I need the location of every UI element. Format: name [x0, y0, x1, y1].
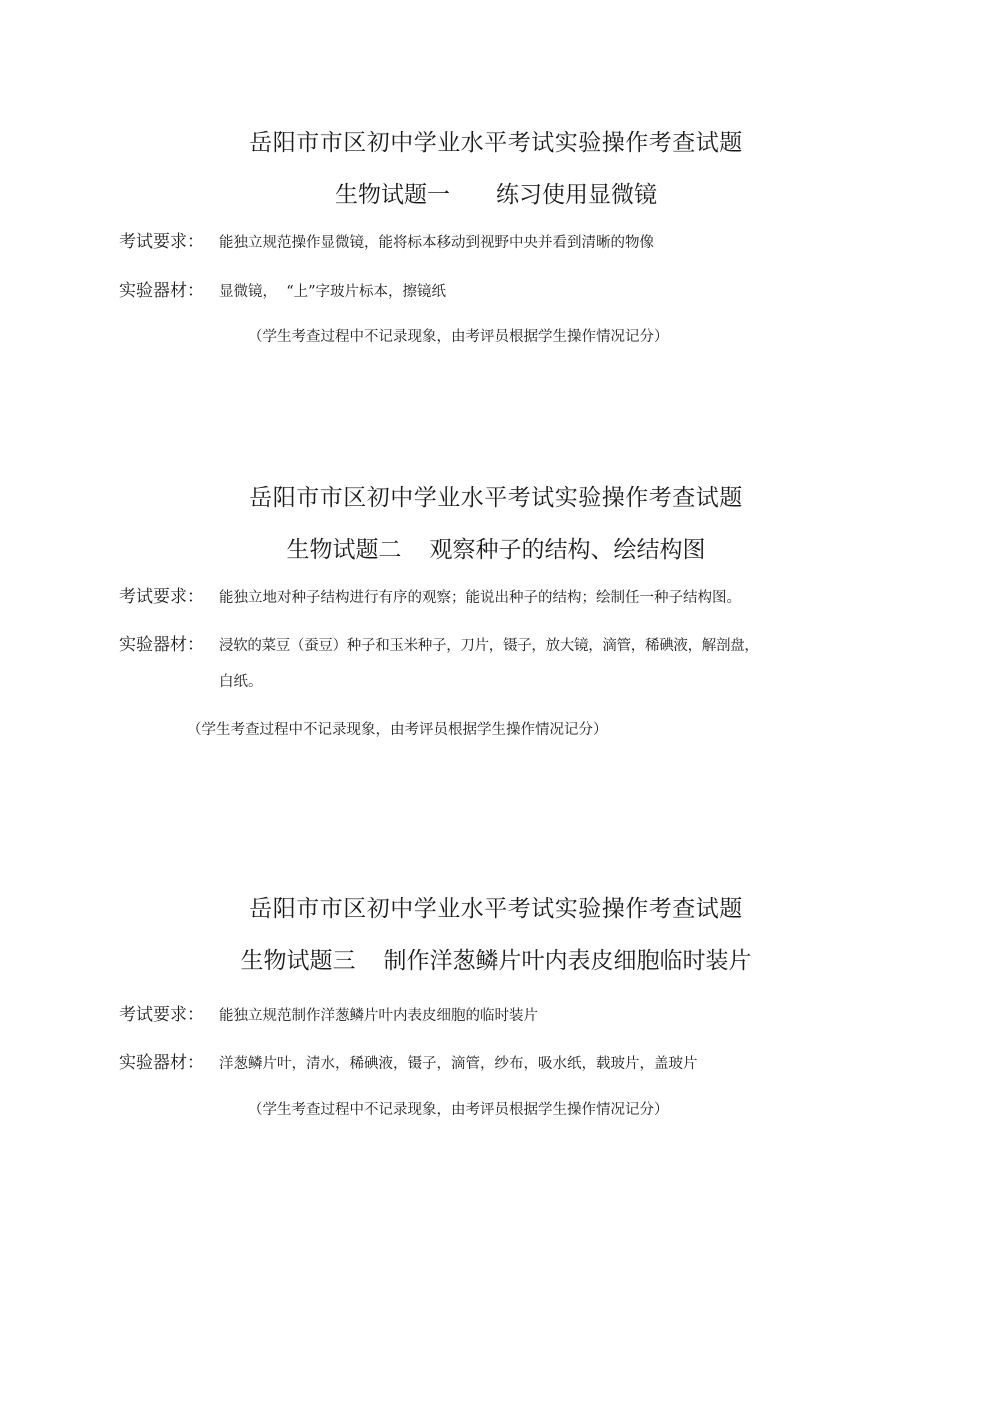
section-3-note: （学生考查过程中不记录现象，由考评员根据学生操作情况记分） [248, 1102, 669, 1118]
section-2-sub-title-left: 生物试题二 [286, 537, 402, 563]
section-1-materials [119, 279, 446, 304]
section-1-materials-label: 实验器材： [119, 281, 204, 301]
section-3-materials-text: 洋葱鳞片叶，清水，稀碘液，镊子，滴管，纱布，吸水纸，载玻片，盖玻片 [219, 1056, 698, 1072]
section-3-sub-title [0, 946, 992, 976]
section-1-note: （学生考查过程中不记录现象，由考评员根据学生操作情况记分） [248, 329, 669, 345]
section-2-requirement [119, 585, 741, 610]
section-2-sub-title [0, 535, 992, 565]
section-1-sub-title-left: 生物试题一 [335, 182, 450, 208]
section-3-sub-title-right: 制作洋葱鳞片叶内表皮细胞临时装片 [383, 948, 752, 974]
section-2-materials-text: 浸软的菜豆（蚕豆）种子和玉米种子，刀片，镊子，放大镜，滴管，稀碘液，解剖盘， [219, 638, 759, 654]
section-1-sub-title [0, 180, 992, 210]
section-1-sub-title-right: 练习使用显微镜 [496, 182, 657, 208]
section-2-materials-label: 实验器材： [119, 635, 204, 655]
section-1-requirement [119, 230, 654, 255]
section-3-requirement-label: 考试要求： [119, 1005, 204, 1025]
section-2-note: （学生考查过程中不记录现象，由考评员根据学生操作情况记分） [187, 722, 608, 738]
section-2-materials [119, 633, 759, 658]
section-3-requirement [119, 1003, 538, 1028]
section-1-requirement-text: 能独立规范操作显微镜，能将标本移动到视野中央并看到清晰的物像 [219, 235, 654, 251]
section-3-materials-label: 实验器材： [119, 1053, 204, 1073]
section-1-materials-text: 显微镜， “上”字玻片标本，擦镜纸 [219, 284, 447, 300]
section-2-sub-title-right: 观察种子的结构、绘结构图 [429, 537, 706, 563]
section-2-materials-text-cont: 白纸。 [219, 674, 263, 690]
section-1-requirement-label: 考试要求： [119, 232, 204, 252]
section-2-main-title: 岳阳市市区初中学业水平考试实验操作考查试题 [249, 485, 743, 511]
section-2-requirement-text: 能独立地对种子结构进行有序的观察；能说出种子的结构；绘制任一种子结构图。 [219, 590, 741, 606]
section-2-requirement-label: 考试要求： [119, 587, 204, 607]
section-3-materials [119, 1051, 698, 1076]
section-3-sub-title-left: 生物试题三 [240, 948, 356, 974]
section-3-main-title: 岳阳市市区初中学业水平考试实验操作考查试题 [249, 896, 743, 922]
section-1-main-title: 岳阳市市区初中学业水平考试实验操作考查试题 [249, 130, 743, 156]
section-3-requirement-text: 能独立规范制作洋葱鳞片叶内表皮细胞的临时装片 [219, 1008, 538, 1024]
